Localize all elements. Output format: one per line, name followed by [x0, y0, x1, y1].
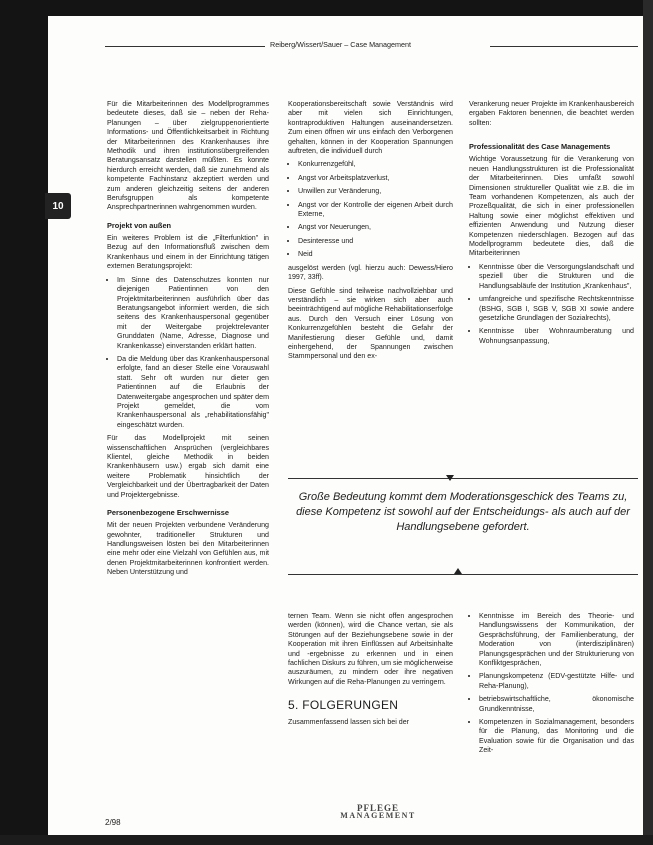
list-item: • Planungskompetenz (EDV-gestützte Hilfe- und Reha-Planung),	[479, 672, 634, 691]
list-item: • Konkurrenzgefühl,	[298, 160, 453, 169]
header-rule-left	[105, 46, 265, 47]
list-item: • Da die Meldung über das Krankenhauspersonal erfolgte, fand an dieser Stelle eine Vorauswahl statt. Sehr oft wurden nur dieter gen Patientinnen auf die Erlaubnis der Datenweitergabe angesprochen und später dem Projekt gemeldet, die vom Krankenhauspersonal als „rehabilitationsfähig" eingeschätzt wurden.	[117, 355, 269, 430]
pull-quote-rule-bottom	[288, 574, 638, 575]
column-1	[107, 100, 269, 582]
pull-quote-rule-top	[288, 478, 638, 479]
subheading-projekt: Projekt von außen	[107, 220, 172, 230]
scan-border-right	[643, 0, 653, 845]
bullet-list	[288, 160, 453, 259]
list-item: • Unwillen zur Veränderung,	[298, 187, 453, 196]
list-item: • Angst vor der Kontrolle der eigenen Arbeit durch Externe,	[298, 201, 453, 220]
header-rule-right	[490, 46, 638, 47]
page-number: 2/98	[105, 818, 121, 827]
paragraph: Kooperationsbereitschaft sowie Verständnis wird aber mit vielen sich Einrichtungen, kontraproduktiven Haltungen auseinandersetzen. Zum einen öffnen wir uns einfach den Verborgenen gehalten, können in der Kooperation Spannungen auftreten, die individuell durch	[288, 100, 453, 156]
list-item: • Neid	[298, 250, 453, 259]
column-2-top	[288, 100, 453, 366]
list-item: • Kenntnisse über Wohnraumberatung und Wohnungsanpassung,	[479, 327, 634, 346]
logo-line-1: PFLEGE	[356, 803, 399, 813]
column-2-bottom	[288, 612, 453, 732]
bullet-list	[107, 276, 269, 431]
triangle-down-icon	[446, 475, 454, 481]
running-head: Reiberg/Wissert/Sauer – Case Management	[270, 40, 412, 49]
paragraph: Mit der neuen Projekten verbundene Veränderung gewohnter, traditioneller Strukturen und Handlungsweisen lösten bei den Mitarbeiterinnen eine mehr oder eine Vielzahl von Gefühlen aus, mit denen Projektmitarbeiterinnen konfrontiert werden. Neben Unterstützung und	[107, 521, 269, 577]
logo-line-2: MANAGEMENT	[340, 811, 416, 820]
list-item: • Desinteresse und	[298, 237, 453, 246]
bullet-list	[469, 612, 634, 756]
section-title: 5. FOLGERUNGEN	[288, 698, 399, 713]
paragraph: ausgelöst werden (vgl. hierzu auch: Dewess/Hiero 1997, 33ff).	[288, 263, 453, 282]
journal-logo	[338, 804, 418, 820]
list-item: • betriebswirtschaftliche, ökonomische Grundkenntnisse,	[479, 695, 634, 714]
list-item: • Kompetenzen in Sozialmanagement, besonders für die Planung, das Monitoring und die Evaluation sowie für die Organisation und das Zeit-	[479, 718, 634, 756]
list-item: • Kenntnisse im Bereich des Theorie- und Handlungswissens der Kommunikation, der Gesprächsführung, der Familienberatung, der Moderation von (interdisziplinären) Planungsgesprächen und der Strukturierung von Konfliktgesprächen,	[479, 612, 634, 668]
column-3-bottom	[469, 612, 634, 760]
paragraph: Diese Gefühle sind teilweise nachvollziehbar und verständlich – sie wirken sich aber auch beeinträchtigend auf mögliche Rehabilitationserfolge aus. Durch den Versuch einer Lösung von Konkurrenzgefühlen besteht die Gefahr der Manifestierung dieser Gefühle und, damit einhergehend, der Spannungen zwischen Stammpersonal und den ex-	[288, 286, 453, 361]
list-item: • umfangreiche und spezifische Rechtskenntnisse (BSHG, SGB I, SGB V, SGB XI sowie andere gesetzliche Grundlagen der Sozialrechts),	[479, 295, 634, 323]
list-item: • Kenntnisse über die Versorgungslandschaft und speziell über die Strukturen und die Handlungsabläufe der Institution „Krankenhaus",	[479, 263, 634, 291]
pull-quote	[288, 478, 638, 574]
paragraph: Verankerung neuer Projekte im Krankenhausbereich ergaben Faktoren benennen, die beachtet werden sollten:	[469, 100, 634, 127]
paragraph: Ein weiteres Problem ist die „Filterfunktion" in Bezug auf den Informationsfluß zwischen dem Krankenhaus und einem in der Einrichtung tätigen externen Beratungsprojekt:	[107, 234, 269, 271]
paragraph: Für das Modellprojekt mit seinen wissenschaftlichen Ansprüchen (vergleichbares Klientel, gleiche Methodik in beiden Krankenhäusern usw.) ergab sich damit eine weitere Problematik hinsichtlich der Vergleichbarkeit und der Übertragbarkeit der Daten und Projektergebnisse.	[107, 434, 269, 499]
paragraph: ternen Team. Wenn sie nicht offen angesprochen werden (können), wird die Chance vertan, sie als Störungen auf der Beziehungsebene sowie in der Kooperation mit ihren Einflüssen auf Arbeitsinhalte und -ergebnisse zu erkennen und in einen fachlichen Diskurs zu führen, um sie möglicherweise auszuräumen, zu mindern oder ihre negativen Wirkungen auf die Reha-Planungen zu verringern.	[288, 612, 453, 686]
page-tab-marker: 10	[45, 193, 71, 219]
pull-quote-text: Große Bedeutung kommt dem Moderationsgeschick des Teams zu, diese Kompetenz ist sowohl auf der Entscheidungs- als auch auf der Handlungsebene gefordert.	[296, 491, 630, 533]
paragraph: Wichtige Voraussetzung für die Verankerung von neuen Handlungsstrukturen ist die Professionalität der Mitarbeiterinnen. Dies umfaßt sowohl Dimensionen struktureller Qualität wie z.B. die im Team vorhandenen Kompetenzen, als auch der Prozeßqualität, die sich in einer professionellen Haltung sowie einer möglichst effektiven und effizienten Anwendung und Nutzung dieser Kompetenzen niederschlagen. Bezogen auf das Modellprogramm bedeutete dies, daß die Mitarbeiterinnen	[469, 155, 634, 258]
list-item: • Angst vor Neuerungen,	[298, 223, 453, 232]
subheading-erschwernisse: Personenbezogene Erschwernisse	[107, 508, 229, 518]
bullet-list	[469, 263, 634, 346]
column-3-top	[469, 100, 634, 350]
list-item: • Im Sinne des Datenschutzes konnten nur diejenigen Patientinnen von den Projektmitarbeiterinnen ausführlich über das Beratungsangebot informiert werden, die sich seitens des Krankenhauspersonal gegenüber mit der Weitergabe projektrelevanter Grunddaten (Name, Adresse, Diagnose und Krankenkasse) einverstanden erklärt hatten.	[117, 276, 269, 351]
scan-border-top	[0, 0, 653, 16]
subheading-professionalitaet: Professionalität des Case Managements	[469, 142, 611, 152]
list-item: • Angst vor Arbeitsplatzverlust,	[298, 174, 453, 183]
paragraph: Zusammenfassend lassen sich bei der	[288, 718, 410, 727]
scan-border-bottom	[0, 835, 653, 845]
scan-border-left	[0, 0, 48, 845]
paragraph: Für die Mitarbeiterinnen des Modellprogrammes bedeutete dieses, daß sie – neben der Reha-Planungen – über zielgruppenorientierte Informations- und Öffentlichkeitsarbeit in Richtung der Mitarbeiterinnen des Krankenhauses ihre Methodik und ihren institutionsübergreifenden Beratungsansatz darstellen müßten. Es konnte hierdurch erreicht werden, daß sie zunehmend als kompetente Fachinstanz akzeptiert werden und zum anderen gleichzeitig seitens der anderen Berufsgruppen als kompetente Ansprechpartnerinnen wahrgenommen wurden.	[107, 100, 269, 212]
